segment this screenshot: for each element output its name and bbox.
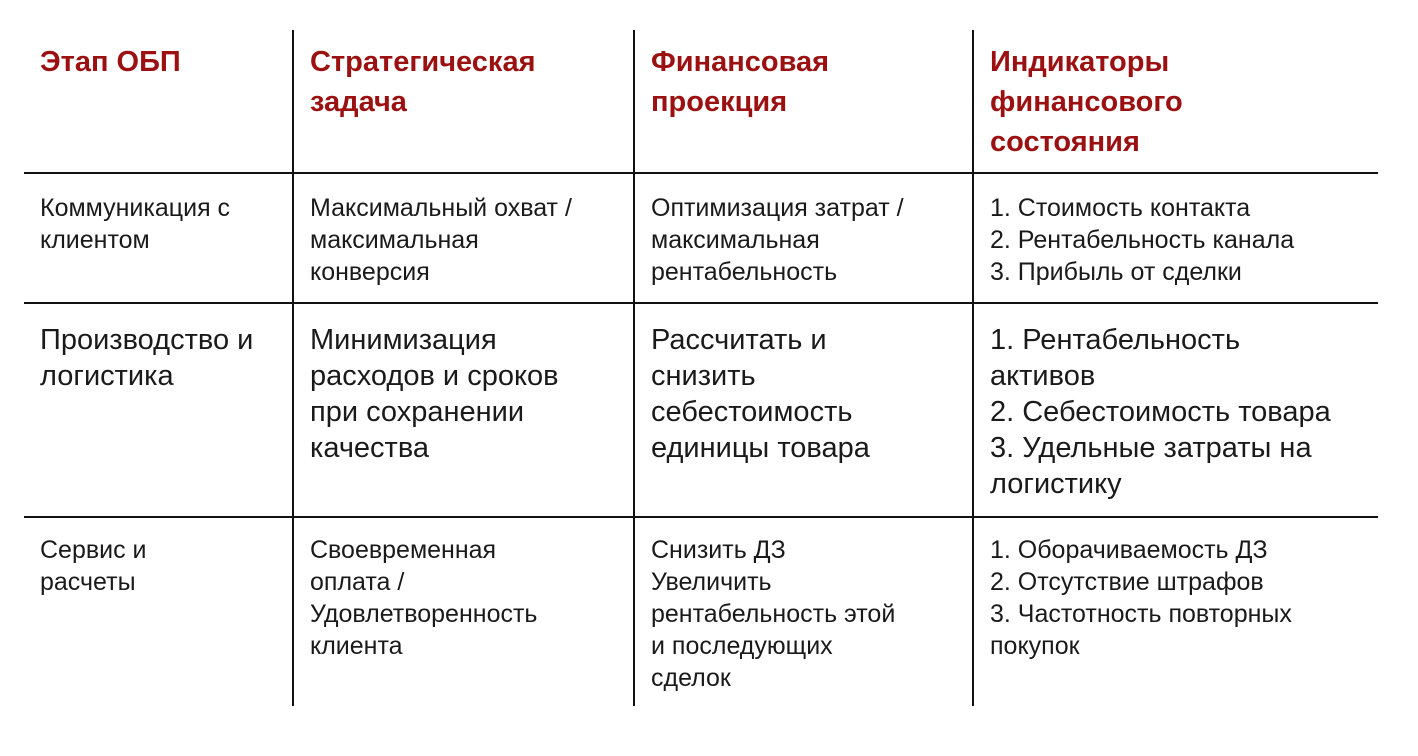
cell-text-line: 2. Отсутствие штрафов [990, 568, 1264, 596]
cell-text-line: и последующих [651, 632, 833, 660]
header-text-line: проекция [651, 86, 788, 118]
cell-text-line: логистика [40, 360, 174, 392]
cell-text-line: покупок [990, 632, 1080, 660]
header-text-line: финансового [990, 86, 1183, 118]
table-cell-stage [24, 534, 292, 598]
header-text-line: Финансовая [651, 46, 830, 78]
table-cell-financial-projection [635, 192, 972, 288]
table-cell-strategic-task [294, 534, 633, 662]
cell-text-line: Сервис и [40, 536, 147, 564]
table-cell-strategic-task [294, 192, 633, 288]
header-cell-indicators [974, 42, 1378, 162]
cell-text-line: 3. Удельные затраты на [990, 432, 1312, 464]
cell-text-line: оплата / [310, 568, 405, 596]
cell-text-line: конверсия [310, 258, 430, 286]
header-text-line: состояния [990, 126, 1140, 158]
cell-text-line: сделок [651, 664, 731, 692]
table-cell-stage [24, 192, 292, 256]
table-cell-indicators [974, 192, 1378, 288]
table-cell-stage [24, 322, 292, 394]
header-cell-financial-projection [635, 42, 972, 122]
cell-text-line: качества [310, 432, 430, 464]
cell-text-line: Оптимизация затрат / [651, 194, 904, 222]
cell-text-line: расчеты [40, 568, 136, 596]
header-text-line: задача [310, 86, 407, 118]
cell-text-line: логистику [990, 468, 1122, 500]
cell-text-line: Коммуникация с [40, 194, 231, 222]
row-divider [24, 516, 1378, 518]
cell-text-line: Удовлетворенность [310, 600, 538, 628]
table-cell-indicators [974, 534, 1378, 662]
financial-indicators-table [24, 30, 1378, 706]
header-cell-stage [24, 42, 292, 82]
cell-text-line: 1. Стоимость контакта [990, 194, 1251, 222]
cell-text-line: 2. Рентабельность канала [990, 226, 1295, 254]
cell-text-line: 2. Себестоимость товара [990, 396, 1331, 428]
table-cell-strategic-task [294, 322, 633, 466]
cell-text-line: Максимальный охват / [310, 194, 572, 222]
cell-text-line: 1. Оборачиваемость ДЗ [990, 536, 1268, 564]
cell-text-line: Снизить ДЗ [651, 536, 786, 564]
cell-text-line: Своевременная [310, 536, 497, 564]
header-text-line: Этап ОБП [40, 46, 181, 78]
cell-text-line: себестоимость [651, 396, 853, 428]
cell-text-line: клиента [310, 632, 403, 660]
cell-text-line: максимальная [310, 226, 479, 254]
cell-text-line: активов [990, 360, 1096, 392]
cell-text-line: рентабельность этой [651, 600, 896, 628]
cell-text-line: Увеличить [651, 568, 772, 596]
table-cell-indicators [974, 322, 1378, 502]
table-cell-financial-projection [635, 322, 972, 466]
cell-text-line: 3. Прибыль от сделки [990, 258, 1242, 286]
row-divider [24, 172, 1378, 174]
cell-text-line: рентабельность [651, 258, 838, 286]
cell-text-line: при сохранении [310, 396, 525, 428]
cell-text-line: снизить [651, 360, 756, 392]
header-cell-strategic-task [294, 42, 633, 122]
row-divider [24, 302, 1378, 304]
table-cell-financial-projection [635, 534, 972, 694]
header-text-line: Индикаторы [990, 46, 1170, 78]
cell-text-line: клиентом [40, 226, 150, 254]
cell-text-line: единицы товара [651, 432, 870, 464]
cell-text-line: Производство и [40, 324, 254, 356]
cell-text-line: 1. Рентабельность [990, 324, 1241, 356]
cell-text-line: Рассчитать и [651, 324, 827, 356]
cell-text-line: расходов и сроков [310, 360, 559, 392]
cell-text-line: 3. Частотность повторных [990, 600, 1292, 628]
header-text-line: Стратегическая [310, 46, 536, 78]
cell-text-line: Минимизация [310, 324, 497, 356]
cell-text-line: максимальная [651, 226, 820, 254]
